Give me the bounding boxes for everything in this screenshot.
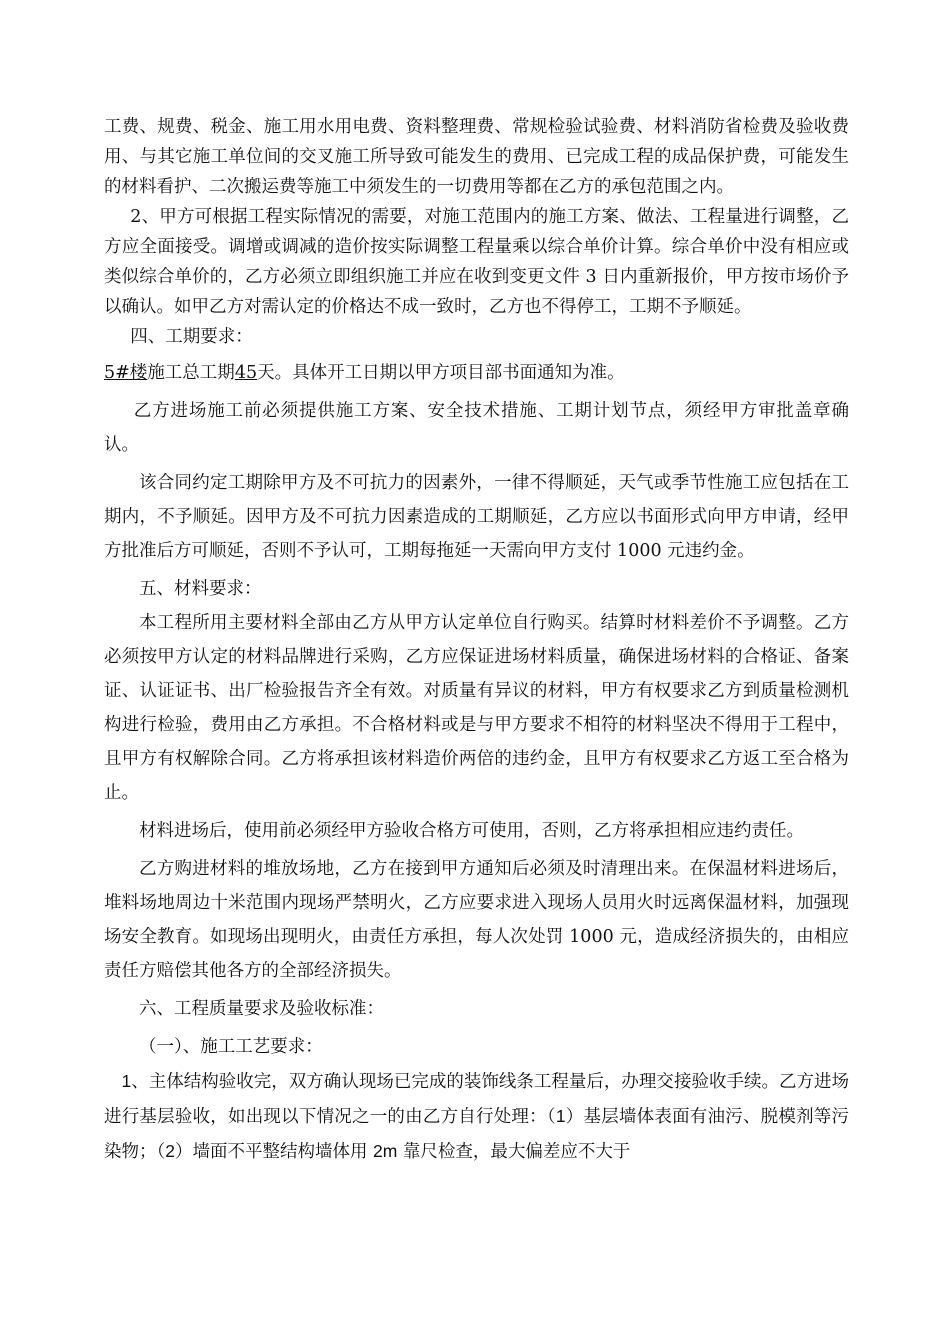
heading-material-requirements: 五、材料要求： bbox=[139, 579, 262, 599]
paragraph-material-purchase: 本工程所用主要材料全部由乙方从甲方认定单位自行购买。结算时材料差价不予调整。乙方必须按甲方认定的材料品牌进行采购，乙方应保证进场材料质量，确保进场材料的合格证、备案证、认证证书、出厂检验报告齐全有效。对质量有异议的材料，甲方有权要求乙方到质量检测机构进行检验，费用由乙方承担。不合格材料或是与甲方要求不相符的材料坚决不得用于工程中，且甲方有权解除合同。乙方将承担该材料造价两倍的违约金，且甲方有权要求乙方返工至合格为止。 bbox=[104, 613, 849, 803]
item-number: 1 bbox=[121, 1071, 132, 1091]
document-body bbox=[104, 112, 849, 1169]
duration-text-a: 施工总工期 bbox=[147, 363, 235, 383]
heading-schedule-requirements: 四、工期要求： bbox=[130, 327, 253, 347]
duration-days: 45 bbox=[234, 363, 258, 383]
base-acceptance-text-b: ）基层墙体表面有油污、脱模剂等污染物；（ bbox=[104, 1107, 850, 1162]
heading-construction-process: （一）、施工工艺要求： bbox=[139, 1037, 323, 1057]
item-number: 1 bbox=[555, 1106, 566, 1126]
building-number: 5#楼 bbox=[104, 363, 148, 383]
paragraph-cost-scope: 工费、规费、税金、施工用水用电费、资料整理费、常规检验试验费、材料消防省检费及验收费用、与其它施工单位间的交叉施工所导致可能发生的费用、已完成工程的成品保护费，可能发生的材料看护、二次搬运费等施工中须发生的一切费用等都在乙方的承包范围之内。 bbox=[104, 117, 849, 197]
paragraph-pre-construction: 乙方进场施工前必须提供施工方案、安全技术措施、工期计划节点，须经甲方审批盖章确认。 bbox=[104, 401, 849, 455]
base-acceptance-text-c: ）墙面不平整结构墙体用 bbox=[174, 1142, 374, 1162]
paragraph-adjustment-clause: 2、甲方可根据工程实际情况的需要，对施工范围内的施工方案、做法、工程量进行调整，乙方应全面接受。调增或调减的造价按实际调整工程量乘以综合单价计算。综合单价中没有相应或类似综合单价的，乙方必须立即组织施工并应在收到变更文件 3 日内重新报价，甲方按市场价予以确认。如甲乙方对需认定的价格达不成一致时，乙方也不得停工，工期不予顺延。 bbox=[104, 207, 849, 317]
item-number: 2 bbox=[165, 1141, 175, 1161]
paragraph-total-duration bbox=[104, 356, 849, 390]
base-acceptance-text-d: 靠尺检查，最大偏差应不大于 bbox=[397, 1142, 631, 1162]
duration-text-b: 天。具体开工日期以甲方项目部书面通知为准。 bbox=[257, 363, 625, 383]
paragraph-base-acceptance bbox=[104, 1064, 849, 1169]
measurement-unit: 2m bbox=[373, 1141, 398, 1161]
base-acceptance-text-a: 、主体结构验收完，双方确认现场已完成的装饰线条工程量后，办理交接验收手续。乙方进场进行基层验收，如出现以下情况之一的由乙方自行处理：（ bbox=[104, 1072, 849, 1127]
paragraph-material-inspection: 材料进场后，使用前必须经甲方验收合格方可使用，否则，乙方将承担相应违约责任。 bbox=[139, 821, 804, 841]
paragraph-no-extension: 该合同约定工期除甲方及不可抗力的因素外，一律不得顺延，天气或季节性施工应包括在工期内，不予顺延。因甲方及不可抗力因素造成的工期顺延，乙方应以书面形式向甲方申请，经甲方批准后方可顺延，否则不予认可，工期每拖延一天需向甲方支付 1000 元违约金。 bbox=[104, 473, 849, 561]
heading-quality-standards: 六、工程质量要求及验收标准： bbox=[139, 999, 384, 1019]
paragraph-material-storage: 乙方购进材料的堆放场地，乙方在接到甲方通知后必须及时清理出来。在保温材料进场后，堆料场地周边十米范围内现场严禁明火，乙方应要求进入现场人员用火时远离保温材料，加强现场安全教育。如现场出现明火，由责任方承担，每人次处罚 1000 元，造成经济损失的，由相应责任方赔偿其他各方的全部经济损失。 bbox=[104, 859, 849, 981]
